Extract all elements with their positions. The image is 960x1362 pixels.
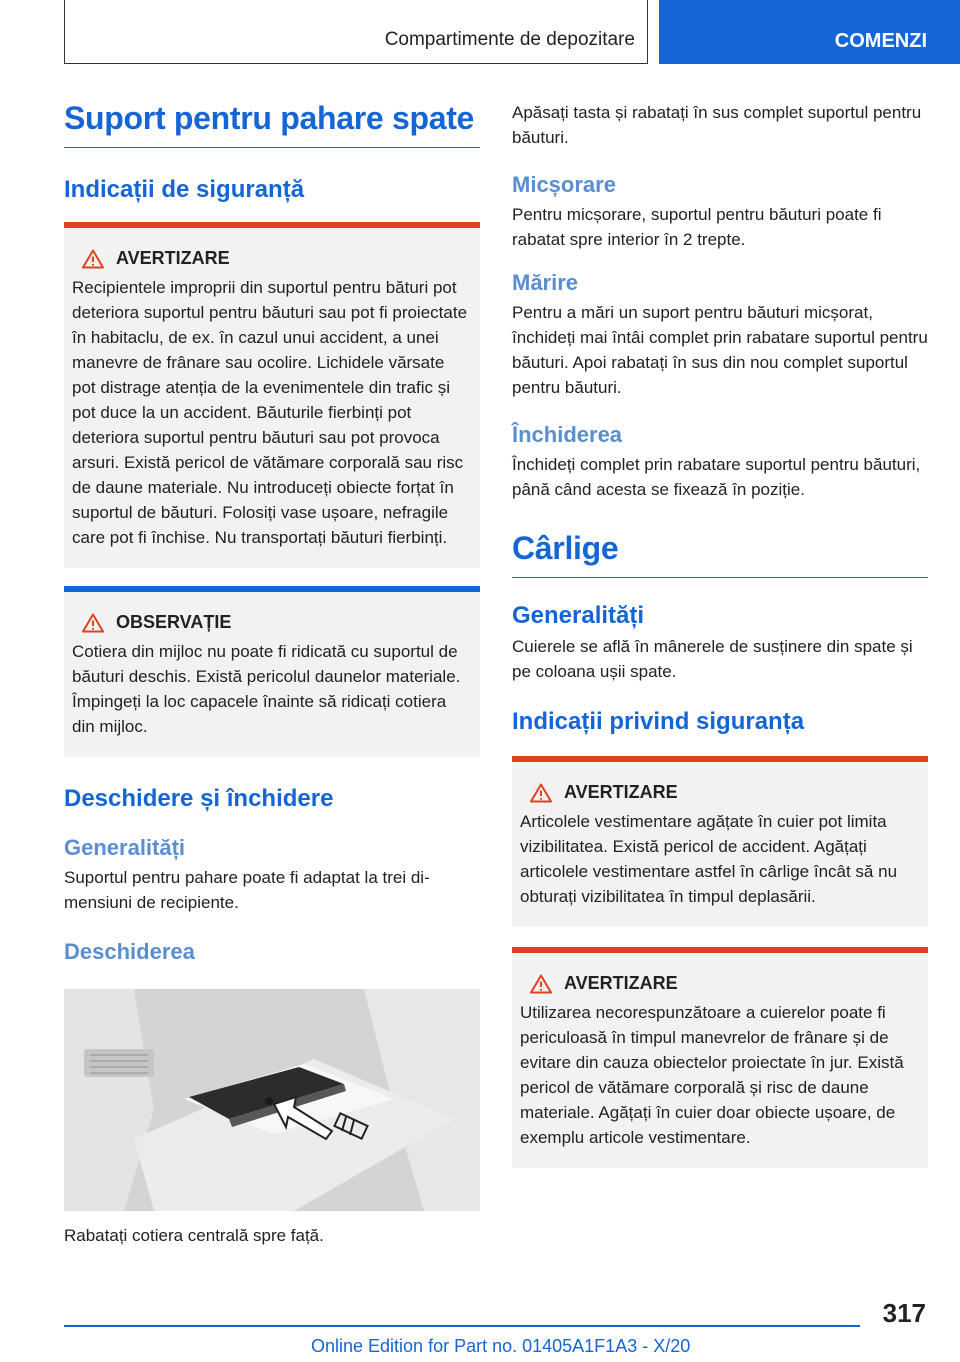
footer-divider <box>64 1325 860 1327</box>
enlarge-heading: Mărire <box>512 270 579 295</box>
hooks-general-heading: Generalități <box>512 602 645 629</box>
reduce-heading: Micșorare <box>512 172 616 197</box>
close-heading: Închiderea <box>512 422 623 447</box>
warning-text: Articolele vestimentare agățate în cuier pot limita vizibilitatea. Există pericol de accident. Agățați articolele vestimentare astfel în cârlige încât să nu obturați vizibilitatea în timpul deplasării. <box>520 812 898 906</box>
note-text: Cotiera din mijloc nu poate fi ridicată cu suportul de băuturi deschis. Există pericolul daunelor materiale. Împingeți la loc capacele înainte să ridicați cotiera din mijloc. <box>72 642 461 736</box>
general-heading: Generalități <box>64 835 186 860</box>
hooks-safety-heading: Indicații privind siguranța <box>512 708 805 735</box>
edition-text[interactable]: Online Edition for Part no. 01405A1F1A3 - X/20 <box>311 1336 691 1356</box>
chapter-title: COMENZI <box>834 30 927 52</box>
note-triangle-icon <box>82 613 104 633</box>
warning-title: AVERTIZARE <box>116 248 230 268</box>
section-title: Compartimente de depozitare <box>384 29 635 50</box>
opening-heading: Deschiderea <box>64 939 195 964</box>
left-column <box>64 100 480 1248</box>
header-section-box <box>64 0 648 64</box>
warning-text: Utilizarea necorespunzătoare a cuierelor poate fi periculoasă în timpul manevrelor de frânare și de evitare din cauza obiectelor proiectate în jur. Există pericol de vătămare corporală și risc de daune materiale. Agățați în cuier doar obiecte ușoare, de exemplu articole vestimentare. <box>520 1003 904 1147</box>
armrest-photo <box>64 989 480 1211</box>
page-number: 317 <box>882 1298 926 1328</box>
hooks-warning-box-2 <box>512 947 928 1168</box>
reduce-text: Pentru micșorare, suportul pentru băuturi poate fi rabatat spre interior în 2 trepte. <box>512 205 882 249</box>
safety-heading: Indicații de siguranță <box>64 176 305 203</box>
warning-title: AVERTIZARE <box>564 973 678 993</box>
open-text: Apăsați tasta și rabatați în sus complet suportul pentru băuturi. <box>512 103 922 147</box>
warning-text: Recipientele improprii din suportul pentru bături pot deteriora suportul pentru băuturi sau pot fi proiectate în habitaclu, de ex. în cazul unui accident, a unei manevre de frânare sau ocolire. Lichidele vărsate pot distrage atenția de la evenimentele din trafic și pot duce la un accident. Băuturile fierbinți pot deteriora suportul pentru băuturi sau pot provoca arsuri. Există pericol de vătămare corporală sau risc de daune materiale. Nu introduceți obiecte forțat în suportul de băuturi. Folosiți vase ușoare, nefragile care pot fi închise. Nu transportați băuturi fierbinți. <box>72 278 468 547</box>
warning-triangle-icon <box>530 974 552 994</box>
photo-caption: Rabatați cotiera centrală spre față. <box>64 1226 324 1245</box>
open-close-heading: Deschidere și închidere <box>64 785 334 812</box>
armrest-illustration <box>64 989 480 1211</box>
note-box <box>64 586 480 757</box>
warning-box <box>64 222 480 568</box>
hooks-general-text: Cuierele se află în mânerele de susținere din spate și pe coloana ușii spate. <box>512 637 913 681</box>
right-column <box>512 100 928 1168</box>
hooks-title: Cârlige <box>512 530 928 578</box>
warning-triangle-icon <box>82 249 104 269</box>
header-chapter-tab[interactable] <box>659 0 960 64</box>
close-text: Închideți complet prin rabatare suportul pentru băuturi, până când acesta se fixează în poziție. <box>512 455 921 499</box>
page-title: Suport pentru pahare spate <box>64 100 480 148</box>
warning-triangle-icon <box>530 783 552 803</box>
general-text: Suportul pentru pahare poate fi adaptat la trei dimensiuni de recipiente. <box>64 868 430 912</box>
note-title: OBSERVAȚIE <box>116 612 232 632</box>
warning-title: AVERTIZARE <box>564 782 678 802</box>
hooks-warning-box-1 <box>512 756 928 927</box>
enlarge-text: Pentru a mări un suport pentru băuturi micșorat, închideți mai întâi complet prin rabatare suportul pentru băuturi. Apoi rabatați în sus din nou complet suportul pentru băuturi. <box>512 303 928 397</box>
